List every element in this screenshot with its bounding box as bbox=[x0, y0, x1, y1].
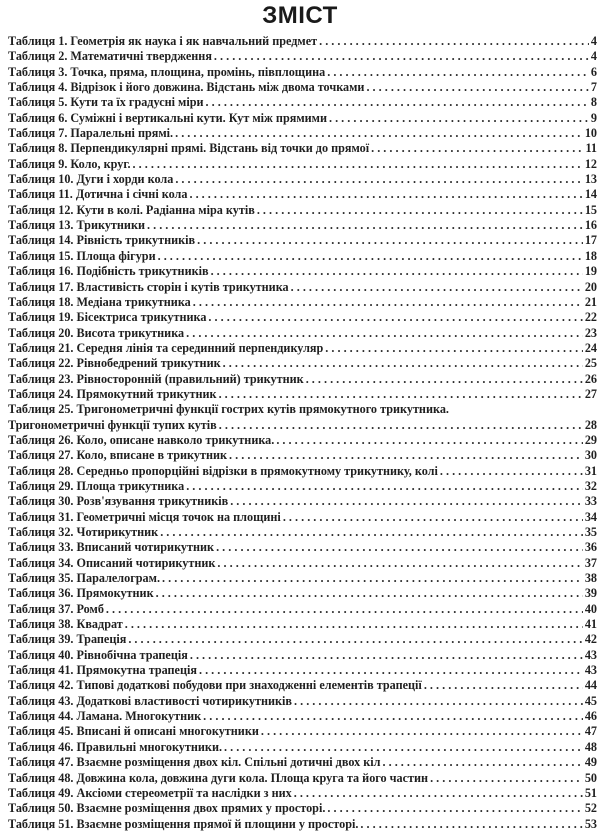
toc-entry-page-number: 4 bbox=[590, 49, 597, 64]
toc-entry[interactable] bbox=[8, 771, 597, 786]
toc-entry-page-number: 32 bbox=[584, 478, 597, 493]
toc-entry-page-number: 9 bbox=[590, 110, 597, 125]
toc-entry-title: Таблиця 51. Взаємне розміщення прямої й площини у просторі. bbox=[8, 816, 359, 831]
toc-entry-page-number: 14 bbox=[584, 187, 597, 202]
dot-leader bbox=[329, 111, 589, 126]
dot-leader bbox=[257, 203, 583, 218]
dot-leader bbox=[175, 126, 583, 141]
toc-entry-title: Таблиця 42. Типові додаткові побудови при знаходженні елементів трапеції bbox=[8, 678, 422, 693]
dot-leader bbox=[306, 372, 583, 387]
toc-entry-title: Таблиця 4. Відрізок і його довжина. Відстань між двома точками bbox=[8, 80, 365, 95]
toc-entry[interactable] bbox=[8, 402, 597, 417]
toc-entry-title: Таблиця 39. Трапеція bbox=[8, 632, 127, 647]
toc-entry[interactable] bbox=[8, 34, 597, 49]
dot-leader bbox=[383, 755, 583, 770]
toc-entry[interactable] bbox=[8, 663, 597, 678]
dot-leader bbox=[229, 448, 583, 463]
toc-entry-title: Таблиця 19. Бісектриса трикутника bbox=[8, 310, 207, 325]
toc-entry[interactable] bbox=[8, 49, 597, 64]
toc-entry-title: Таблиця 18. Медіана трикутника bbox=[8, 294, 191, 309]
toc-entry-page-number: 21 bbox=[584, 294, 597, 309]
toc-entry[interactable] bbox=[8, 586, 597, 601]
toc-entry-title: Таблиця 43. Додаткові властивості чотирикутників bbox=[8, 693, 293, 708]
toc-entry-title: Таблиця 21. Середня лінія та серединний перпендикуляр bbox=[8, 340, 324, 355]
dot-leader bbox=[128, 632, 582, 647]
toc-entry-page-number: 16 bbox=[584, 218, 597, 233]
toc-entry-title: Таблиця 33. Вписаний чотирикутник bbox=[8, 540, 215, 555]
toc-entry[interactable] bbox=[8, 632, 597, 647]
toc-entry[interactable] bbox=[8, 203, 597, 218]
toc-entry-page-number: 43 bbox=[584, 663, 597, 678]
toc-entry-page-number: 17 bbox=[584, 233, 597, 248]
dot-leader bbox=[223, 356, 583, 371]
dot-leader bbox=[106, 602, 583, 617]
toc-entry-page-number: 7 bbox=[590, 80, 597, 95]
dot-leader bbox=[276, 433, 582, 448]
toc-entry-page-number: 52 bbox=[584, 801, 597, 816]
toc-entry[interactable] bbox=[8, 310, 597, 325]
toc-entry-title: Таблиця 5. Кути та їх градусні міри bbox=[8, 95, 204, 110]
dot-leader bbox=[230, 494, 583, 509]
toc-entry[interactable] bbox=[8, 602, 597, 617]
dot-leader bbox=[206, 95, 589, 110]
dot-leader bbox=[175, 172, 582, 187]
toc-entry-page-number: 33 bbox=[584, 494, 597, 509]
toc-entry-title: Таблиця 17. Властивість сторін і кутів трикутника bbox=[8, 279, 289, 294]
dot-leader bbox=[217, 556, 582, 571]
toc-entry-title: Таблиця 50. Взаємне розміщення двох прямих у просторі. bbox=[8, 801, 326, 816]
toc-entry-page-number: 24 bbox=[584, 340, 597, 355]
toc-entry[interactable] bbox=[8, 372, 597, 387]
dot-leader bbox=[219, 418, 583, 433]
toc-entry[interactable] bbox=[8, 187, 597, 202]
toc-entry[interactable] bbox=[8, 126, 597, 141]
toc-entry-page-number: 48 bbox=[584, 739, 597, 754]
dot-leader bbox=[261, 724, 583, 739]
toc-entry-page-number: 20 bbox=[584, 279, 597, 294]
dot-leader bbox=[158, 249, 583, 264]
toc-entry-page-number: 11 bbox=[585, 141, 597, 156]
toc-entry-title: Таблиця 14. Рівність трикутників bbox=[8, 233, 196, 248]
dot-leader bbox=[211, 264, 583, 279]
toc-entry-title: Таблиця 10. Дуги і хорди кола bbox=[8, 172, 174, 187]
toc-entry-title: Таблиця 28. Середньо пропорційні відрізки в прямокутному трикутнику, колі bbox=[8, 463, 438, 478]
toc-entry-page-number: 37 bbox=[584, 555, 597, 570]
dot-leader bbox=[283, 510, 583, 525]
dot-leader bbox=[430, 771, 583, 786]
toc-entry-title: Таблиця 15. Площа фігури bbox=[8, 248, 156, 263]
toc-entry[interactable] bbox=[8, 157, 597, 172]
toc-entry-title: Таблиця 16. Подібність трикутників bbox=[8, 264, 209, 279]
toc-entry[interactable] bbox=[8, 326, 597, 341]
toc-entry-title: Таблиця 49. Аксіоми стереометрії та наслідки з них bbox=[8, 785, 292, 800]
toc-entry-title: Таблиця 31. Геометричні місця точок на площині bbox=[8, 509, 281, 524]
dot-leader bbox=[190, 648, 583, 663]
toc-entry-title: Таблиця 48. Довжина кола, довжина дуги кола. Площа круга та його частин bbox=[8, 770, 429, 785]
toc-entry[interactable] bbox=[8, 295, 597, 310]
dot-leader bbox=[160, 525, 583, 540]
dot-leader bbox=[193, 295, 583, 310]
toc-entry-page-number: 19 bbox=[584, 264, 597, 279]
dot-leader bbox=[360, 817, 582, 832]
toc-entry[interactable] bbox=[8, 494, 597, 509]
dot-leader bbox=[224, 740, 583, 755]
toc-entry-page-number: 30 bbox=[584, 448, 597, 463]
toc-entry-page-number: 15 bbox=[584, 202, 597, 217]
toc-entry-page-number: 44 bbox=[584, 678, 597, 693]
toc-entry-page-number: 45 bbox=[584, 693, 597, 708]
dot-leader bbox=[327, 65, 589, 80]
toc-entry-title: Таблиця 3. Точка, пряма, площина, промінь, півплощина bbox=[8, 64, 326, 79]
toc-entry[interactable] bbox=[8, 249, 597, 264]
toc-entry-title: Таблиця 36. Прямокутник bbox=[8, 586, 154, 601]
toc-entry[interactable] bbox=[8, 571, 597, 586]
toc-entry-title: Таблиця 38. Квадрат bbox=[8, 617, 123, 632]
toc-entry[interactable] bbox=[8, 111, 597, 126]
toc-entry[interactable] bbox=[8, 617, 597, 632]
toc-entry[interactable] bbox=[8, 65, 597, 80]
toc-entry-page-number: 47 bbox=[584, 724, 597, 739]
toc-entry-title: Тригонометричні функції тупих кутів bbox=[8, 417, 217, 432]
toc-entry[interactable] bbox=[8, 479, 597, 494]
toc-entry-title: Таблиця 27. Коло, вписане в трикутник bbox=[8, 448, 228, 463]
dot-leader bbox=[162, 571, 583, 586]
toc-entry-title: Таблиця 7. Паралельні прямі. bbox=[8, 126, 174, 141]
dot-leader bbox=[291, 280, 583, 295]
dot-leader bbox=[440, 464, 583, 479]
toc-entry-title: Таблиця 41. Прямокутна трапеція bbox=[8, 663, 197, 678]
toc-entry-page-number: 36 bbox=[584, 540, 597, 555]
dot-leader bbox=[294, 786, 583, 801]
toc-entry-title: Таблиця 9. Коло, круг. bbox=[8, 156, 131, 171]
toc-entry-page-number: 29 bbox=[584, 432, 597, 447]
toc-entry[interactable] bbox=[8, 724, 597, 739]
toc-entry[interactable] bbox=[8, 709, 597, 724]
toc-entry-title: Таблиця 6. Суміжні і вертикальні кути. Кут між прямими bbox=[8, 110, 327, 125]
toc-entry-page-number: 53 bbox=[584, 816, 597, 831]
toc-entry-page-number: 10 bbox=[584, 126, 597, 141]
toc-entry-page-number: 23 bbox=[584, 325, 597, 340]
toc-entry[interactable] bbox=[8, 678, 597, 693]
toc-entry-title: Таблиця 47. Взаємне розміщення двох кіл. Спільні дотичні двох кіл bbox=[8, 755, 381, 770]
toc-entry-title: Таблиця 22. Рівнобедрений трикутник bbox=[8, 356, 221, 371]
dot-leader bbox=[294, 694, 583, 709]
dot-leader bbox=[203, 709, 583, 724]
toc-entry-page-number: 26 bbox=[584, 371, 597, 386]
toc-entry-page-number: 41 bbox=[584, 617, 597, 632]
toc-entry[interactable] bbox=[8, 740, 597, 755]
toc-entry-page-number: 39 bbox=[584, 586, 597, 601]
toc-entry[interactable] bbox=[8, 694, 597, 709]
dot-leader bbox=[197, 233, 583, 248]
toc-entry[interactable] bbox=[8, 540, 597, 555]
dot-leader bbox=[125, 617, 583, 632]
toc-entry[interactable] bbox=[8, 433, 597, 448]
toc-entry[interactable] bbox=[8, 218, 597, 233]
toc-entry[interactable] bbox=[8, 233, 597, 248]
toc-entry-title: Таблиця 20. Висота трикутника bbox=[8, 325, 185, 340]
toc-entry-title: Таблиця 13. Трикутники bbox=[8, 218, 145, 233]
toc-entry-title: Таблиця 45. Вписані й описані многокутники bbox=[8, 724, 259, 739]
toc-entry-title: Таблиця 30. Розв'язування трикутників bbox=[8, 494, 229, 509]
toc-entry-title: Таблиця 40. Рівнобічна трапеція bbox=[8, 647, 188, 662]
toc-entry-page-number: 34 bbox=[584, 509, 597, 524]
toc-entry-title: Таблиця 29. Площа трикутника bbox=[8, 478, 185, 493]
dot-leader bbox=[219, 387, 583, 402]
toc-entry-page-number: 31 bbox=[584, 463, 597, 478]
toc-entry[interactable] bbox=[8, 172, 597, 187]
toc-entry[interactable] bbox=[8, 387, 597, 402]
dot-leader bbox=[424, 678, 583, 693]
toc-entry[interactable] bbox=[8, 141, 597, 156]
toc-entry-page-number: 51 bbox=[584, 785, 597, 800]
toc-entry-page-number: 25 bbox=[584, 356, 597, 371]
dot-leader bbox=[156, 586, 583, 601]
toc-entry-page-number: 46 bbox=[584, 709, 597, 724]
dot-leader bbox=[208, 310, 582, 325]
toc-entry-page-number: 38 bbox=[584, 571, 597, 586]
dot-leader bbox=[216, 540, 583, 555]
toc-entry-title: Таблиця 25. Тригонометричні функції гострих кутів прямокутного трикутника. bbox=[8, 402, 449, 417]
toc-entry[interactable] bbox=[8, 356, 597, 371]
table-of-contents bbox=[8, 34, 597, 832]
toc-entry-page-number: 13 bbox=[584, 172, 597, 187]
toc-entry[interactable] bbox=[8, 510, 597, 525]
toc-entry[interactable] bbox=[8, 264, 597, 279]
toc-entry-page-number: 28 bbox=[584, 417, 597, 432]
dot-leader bbox=[147, 218, 583, 233]
toc-entry-title: Таблиця 37. Ромб bbox=[8, 601, 104, 616]
dot-leader bbox=[325, 341, 583, 356]
toc-entry-page-number: 12 bbox=[584, 156, 597, 171]
dot-leader bbox=[214, 49, 589, 64]
toc-entry-title: Таблиця 24. Прямокутний трикутник bbox=[8, 386, 217, 401]
dot-leader bbox=[186, 479, 583, 494]
toc-entry[interactable] bbox=[8, 418, 597, 433]
toc-entry-page-number: 42 bbox=[584, 632, 597, 647]
toc-entry[interactable] bbox=[8, 755, 597, 770]
toc-entry[interactable] bbox=[8, 80, 597, 95]
toc-entry-page-number: 27 bbox=[584, 386, 597, 401]
toc-entry[interactable] bbox=[8, 556, 597, 571]
toc-entry-title: Таблиця 23. Рівносторонній (правильний) трикутник bbox=[8, 371, 304, 386]
dot-leader bbox=[366, 80, 588, 95]
toc-entry-title: Таблиця 44. Ламана. Многокутник bbox=[8, 709, 202, 724]
toc-entry-title: Таблиця 12. Кути в колі. Радіанна міра кутів bbox=[8, 202, 255, 217]
toc-entry[interactable] bbox=[8, 464, 597, 479]
page-title: ЗМІСТ bbox=[262, 2, 338, 29]
toc-entry-page-number: 40 bbox=[584, 601, 597, 616]
dot-leader bbox=[186, 326, 583, 341]
toc-entry-page-number: 6 bbox=[590, 64, 597, 79]
toc-entry-title: Таблиця 35. Паралелограм. bbox=[8, 571, 160, 586]
toc-entry[interactable] bbox=[8, 280, 597, 295]
toc-entry[interactable] bbox=[8, 95, 597, 110]
toc-entry-title: Таблиця 11. Дотична і січні кола bbox=[8, 187, 188, 202]
toc-entry-title: Таблиця 1. Геометрія як наука і як навчальний предмет bbox=[8, 34, 318, 48]
toc-entry[interactable] bbox=[8, 341, 597, 356]
dot-leader bbox=[199, 663, 583, 678]
toc-entry[interactable] bbox=[8, 525, 597, 540]
dot-leader bbox=[371, 141, 583, 156]
toc-entry-page-number: 18 bbox=[584, 248, 597, 263]
toc-entry-page-number: 22 bbox=[584, 310, 597, 325]
toc-entry-title: Таблиця 26. Коло, описане навколо трикутника. bbox=[8, 432, 275, 447]
toc-entry[interactable] bbox=[8, 786, 597, 801]
dot-leader bbox=[319, 34, 589, 49]
toc-entry-page-number: 49 bbox=[584, 755, 597, 770]
toc-entry-page-number: 8 bbox=[590, 95, 597, 110]
toc-entry[interactable] bbox=[8, 448, 597, 463]
toc-entry-page-number: 35 bbox=[584, 525, 597, 539]
dot-leader bbox=[133, 157, 583, 172]
toc-entry[interactable] bbox=[8, 648, 597, 663]
toc-entry-page-number: 50 bbox=[584, 770, 597, 785]
toc-entry-page-number: 43 bbox=[584, 647, 597, 662]
toc-entry-title: Таблиця 34. Описаний чотирикутник bbox=[8, 555, 216, 570]
toc-entry-title: Таблиця 8. Перпендикулярні прямі. Відстань від точки до прямої bbox=[8, 141, 370, 156]
toc-entry-page-number: 4 bbox=[590, 34, 597, 48]
toc-entry-title: Таблиця 46. Правильні многокутники. bbox=[8, 739, 223, 754]
toc-entry[interactable] bbox=[8, 817, 597, 832]
dot-leader bbox=[189, 187, 582, 202]
toc-entry-title: Таблиця 32. Чотирикутник bbox=[8, 525, 159, 539]
toc-entry-title: Таблиця 2. Математичні твердження bbox=[8, 49, 212, 64]
